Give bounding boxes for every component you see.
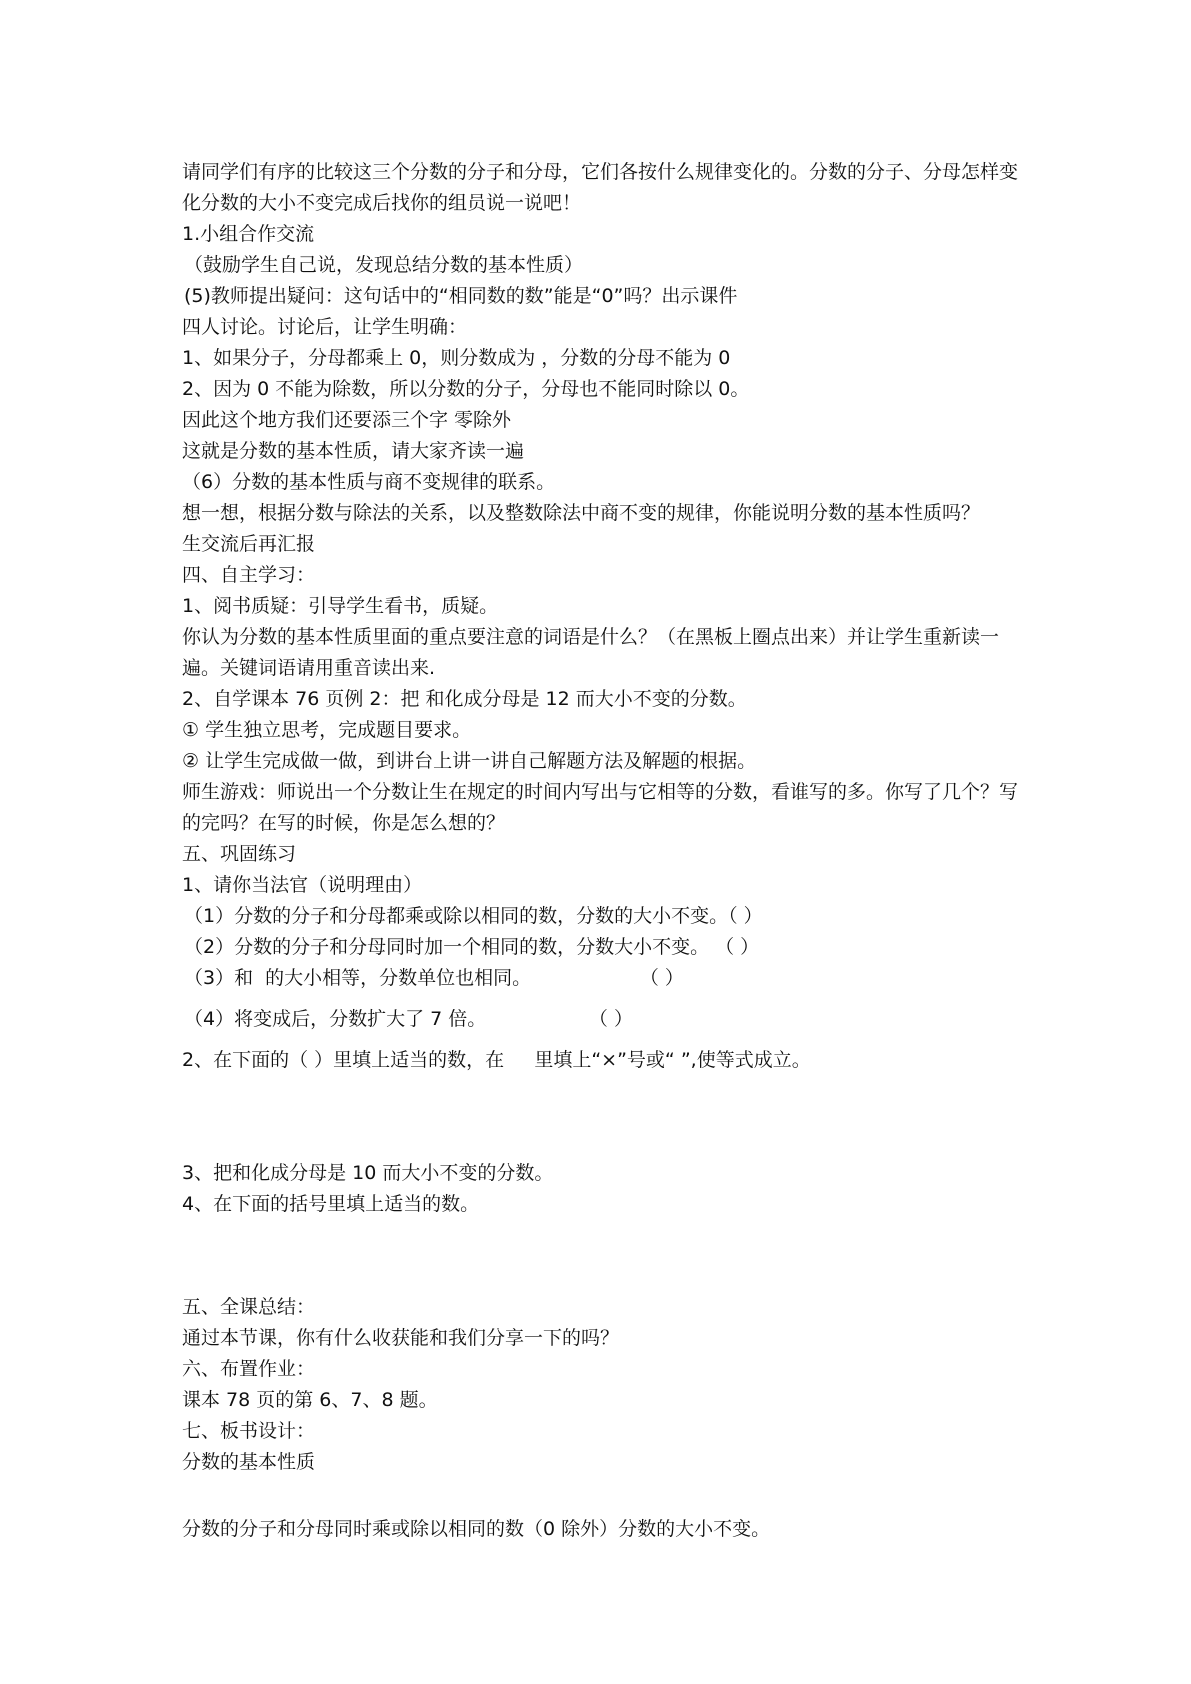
judge-item-3: （3）和 的大小相等，分数单位也相同。 （ ） (184, 967, 684, 989)
point-textbook-example: 2、自学课本 76 页例 2：把 和化成分母是 12 而大小不变的分数。 (182, 688, 747, 710)
exercise-fill-brackets: 4、在下面的括号里填上适当的数。 (182, 1193, 480, 1215)
text-summary-question: 通过本节课，你有什么收获能和我们分享一下的吗？ (182, 1327, 620, 1349)
text-board-property: 分数的分子和分母同时乘或除以相同的数（0 除外）分数的大小不变。 (182, 1518, 771, 1540)
point-read-question: 1、阅书质疑：引导学生看书，质疑。 (182, 595, 499, 617)
step-independent-thinking: ① 学生独立思考，完成题目要求。 (182, 719, 472, 741)
text-board-title: 分数的基本性质 (182, 1451, 316, 1473)
item-relation-quotient: （6）分数的基本性质与商不变规律的联系。 (182, 471, 556, 493)
item-teacher-question: (5)教师提出疑问：这句话中的“相同数的数”能是“0”吗？出示课件 (184, 285, 738, 307)
judge-item-4: （4）将变成后，分数扩大了 7 倍。 （ ） (184, 1008, 633, 1030)
paragraph-game: 师生游戏：师说出一个分数让生在规定的时间内写出与它相等的分数，看谁写的多。你写了几个？写的完吗？在写的时候，你是怎么想的？ (182, 781, 1019, 834)
heading-self-study: 四、自主学习： (182, 564, 316, 586)
paragraph-think: 想一想，根据分数与除法的关系，以及整数除法中商不变的规律，你能说明分数的基本性质吗？ (182, 502, 981, 524)
paragraph-key-words: 你认为分数的基本性质里面的重点要注意的词语是什么？（在黑板上圈点出来）并让学生重新读一遍。关键词语请用重音读出来. (182, 626, 1000, 679)
text-read-aloud: 这就是分数的基本性质，请大家齐读一遍 (182, 440, 525, 462)
heading-summary: 五、全课总结： (182, 1296, 316, 1318)
point-divide-zero: 2、因为 0 不能为除数，所以分数的分子，分母也不能同时除以 0。 (182, 378, 750, 400)
text-homework: 课本 78 页的第 6、7、8 题。 (182, 1389, 438, 1411)
paragraph-compare-fractions: 请同学们有序的比较这三个分数的分子和分母，它们各按什么规律变化的。分数的分子、分母怎样变化分数的大小不变完成后找你的组员说一说吧！ (182, 161, 1019, 214)
judge-item-2: （2）分数的分子和分母同时加一个相同的数，分数大小不变。 （ ） (184, 936, 760, 958)
document-body (182, 157, 1028, 1545)
text-report: 生交流后再汇报 (182, 533, 316, 555)
note-encourage-students: （鼓励学生自己说，发现总结分数的基本性质） (184, 254, 584, 276)
spacer (182, 1086, 1028, 1158)
heading-homework: 六、布置作业： (182, 1358, 316, 1380)
point-multiply-zero: 1、如果分子，分母都乘上 0，则分数成为 ，分数的分母不能为 0 (182, 347, 731, 369)
judge-item-1: （1）分数的分子和分母都乘或除以相同的数，分数的大小不变。（ ） (184, 905, 763, 927)
text-group-discussion: 四人讨论。讨论后，让学生明确： (182, 316, 468, 338)
heading-practice: 五、巩固练习 (182, 843, 297, 865)
spacer (182, 1478, 1028, 1514)
exercise-fill-blanks: 2、在下面的（ ）里填上适当的数，在 里填上“×”号或“ ”,使等式成立。 (182, 1049, 811, 1071)
heading-group-exchange: 1.小组合作交流 (182, 223, 315, 245)
heading-board-design: 七、板书设计： (182, 1420, 316, 1442)
exercise-convert-fractions: 3、把和化成分母是 10 而大小不变的分数。 (182, 1162, 554, 1184)
spacer (182, 1220, 1028, 1292)
exercise-judge: 1、请你当法官（说明理由） (182, 874, 423, 896)
text-zero-excluded: 因此这个地方我们还要添三个字 零除外 (182, 409, 512, 431)
step-do-exercise: ② 让学生完成做一做，到讲台上讲一讲自己解题方法及解题的根据。 (182, 750, 757, 772)
